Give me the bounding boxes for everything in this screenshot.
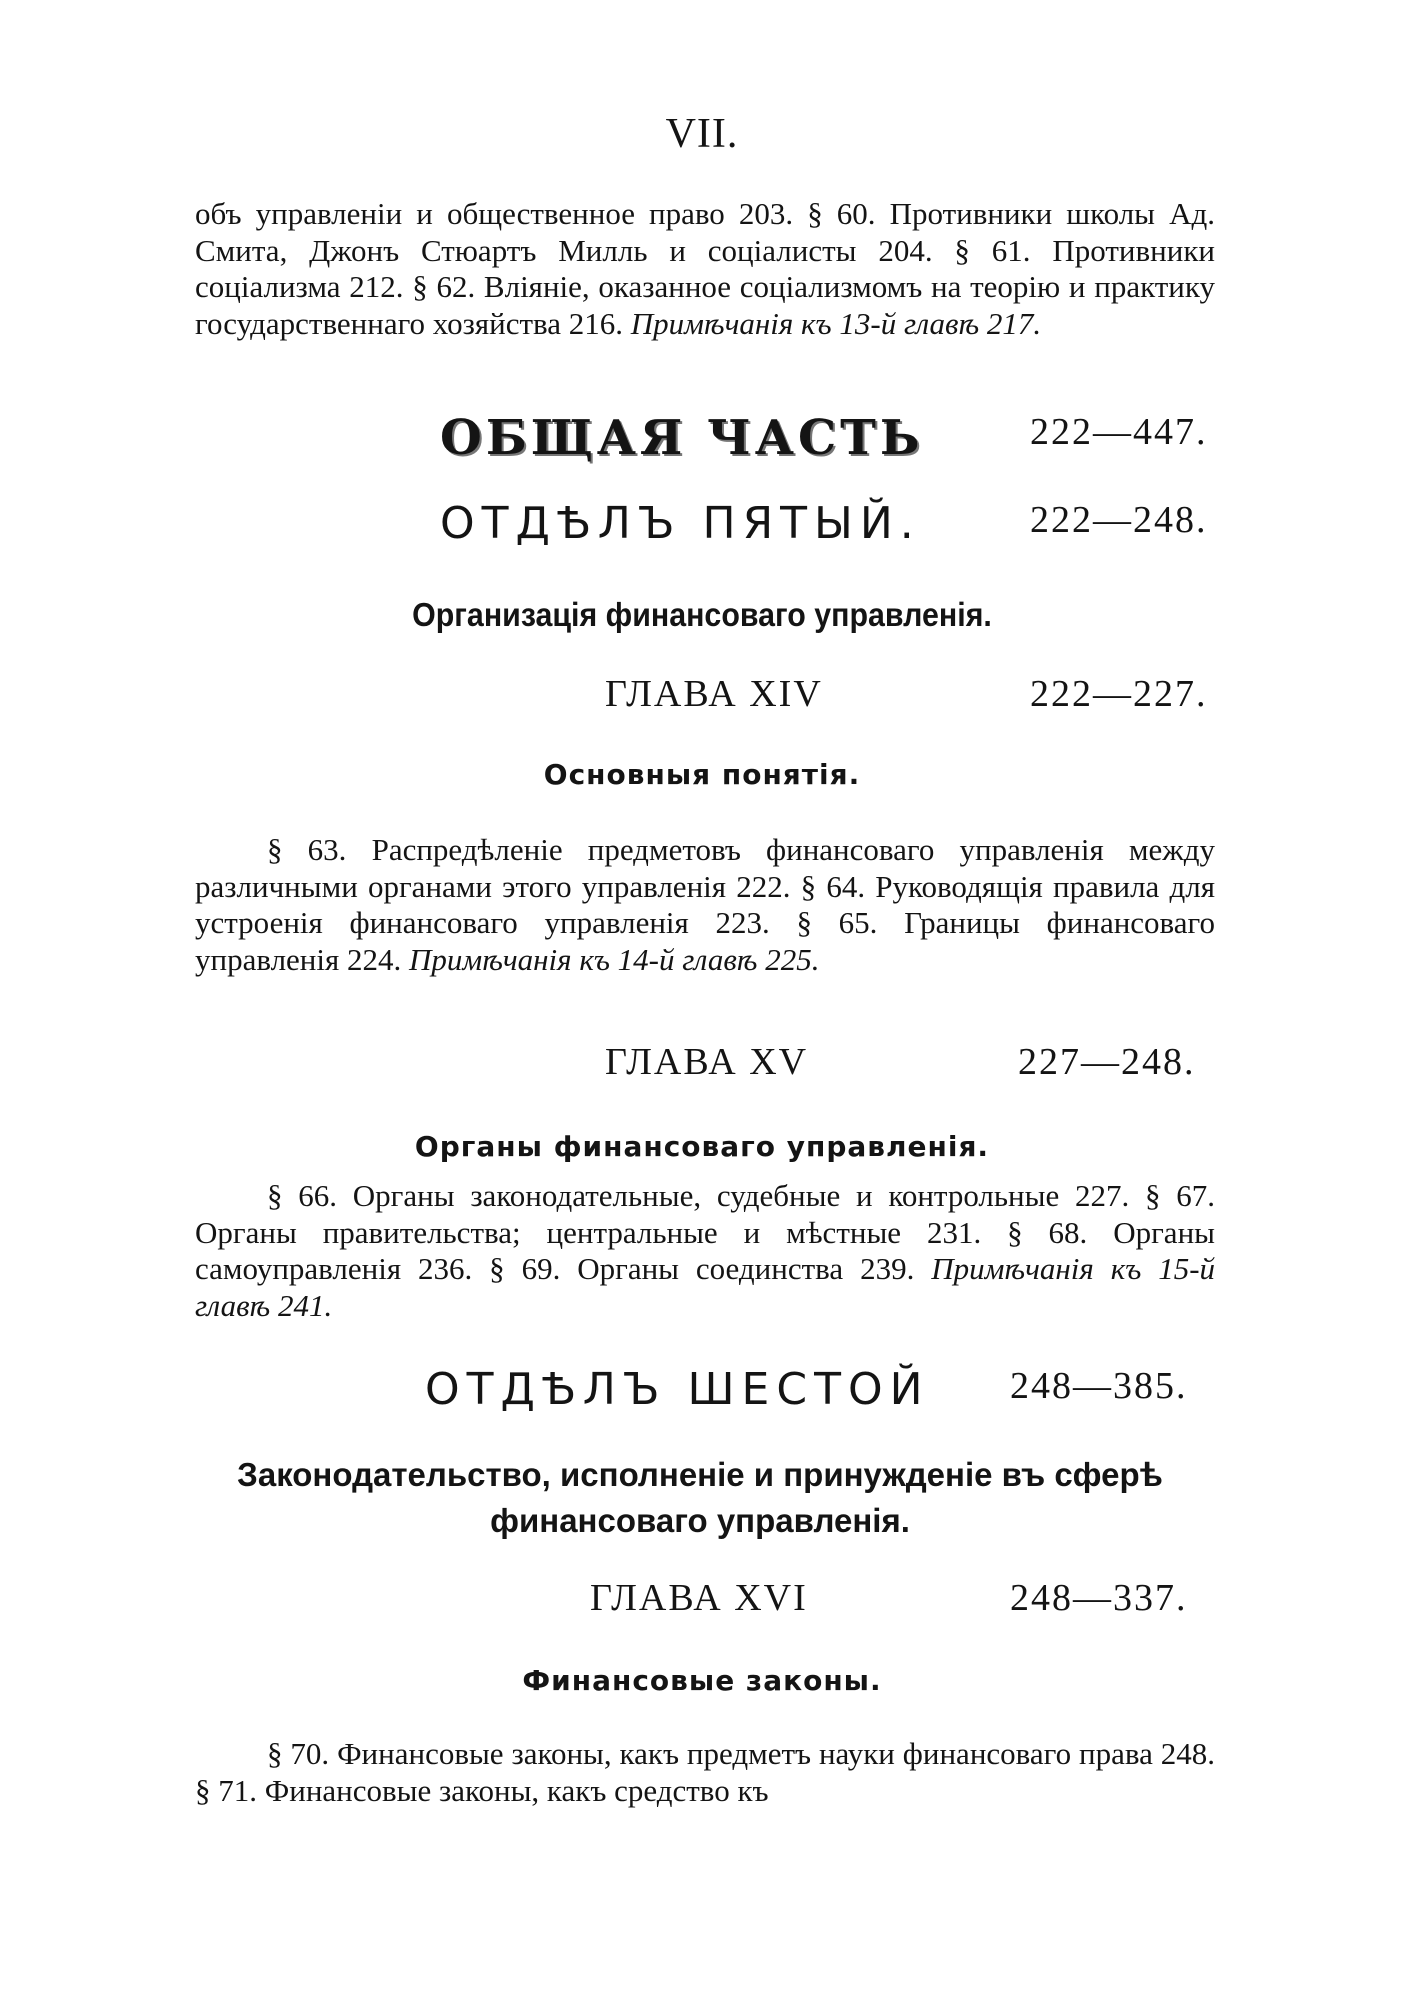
part-row bbox=[0, 410, 1404, 470]
chapter-fourteen-title: ГЛАВА XIV bbox=[605, 673, 823, 715]
chapter-fifteen-title: ГЛАВА XV bbox=[605, 1041, 809, 1083]
page-number: VII. bbox=[665, 111, 739, 157]
section-five-row bbox=[0, 498, 1404, 558]
chapter-sixteen-range: 248—337. bbox=[1010, 1577, 1188, 1619]
chapter-fifteen-note: Примѣчанія къ 15-й главѣ 241. bbox=[195, 1251, 1216, 1323]
part-range: 222—447. bbox=[1030, 411, 1208, 453]
chapter-fifteen-text: § 66. Органы законодательные, судебные и контрольные 227. § 67. Органы правительства; центральные и мѣстные 231. § 68. Органы самоуправленія 236. § 69. Органы соединства 239. bbox=[195, 1178, 1215, 1286]
chapter-fifteen-range: 227—248. bbox=[1018, 1041, 1196, 1083]
chapter-fifteen-subheading: Органы финансоваго управленія. bbox=[414, 1130, 990, 1163]
section-six-range: 248—385. bbox=[1010, 1365, 1188, 1407]
section-six-heading: Законодательство, исполненіе и принужденіе въ сферѣ финансоваго управленія. bbox=[237, 1456, 1163, 1539]
intro-paragraph bbox=[195, 196, 1215, 342]
chapter-fourteen-range: 222—227. bbox=[1030, 673, 1208, 715]
section-five-range: 222—248. bbox=[1030, 499, 1208, 541]
section-five-title: ОТДѢЛЪ ПЯТЫЙ. bbox=[440, 498, 921, 549]
chapter-fourteen-subheading: Основныя понятія. bbox=[543, 758, 861, 791]
chapter-fourteen-paragraph bbox=[195, 832, 1215, 978]
chapter-sixteen-subheading: Финансовые законы. bbox=[522, 1664, 882, 1697]
intro-note: Примѣчанія къ 13-й главѣ 217. bbox=[630, 305, 1042, 341]
chapter-fourteen-note: Примѣчанія къ 14-й главѣ 225. bbox=[409, 941, 820, 977]
intro-text: объ управленіи и общественное право 203. § 60. Противники школы Ад. Смита, Джонъ Стюартъ Милль и соціалисты 204. § 61. Противники соціализма 212. § 62. Вліяніе, оказанное соціализмомъ на теорію и практику государственнаго хозяйства 216. bbox=[195, 196, 1215, 341]
chapter-fourteen-text: § 63. Распредѣленіе предметовъ финансоваго управленія между различными органами этого управленія 222. § 64. Руководящія правила для устроенія финансоваго управленія 223. § 65. Границы финансоваго управленія 224. bbox=[195, 832, 1215, 977]
section-six-title: ОТДѢЛЪ ШЕСТОЙ bbox=[425, 1364, 930, 1415]
chapter-sixteen-row bbox=[0, 1576, 1404, 1636]
chapter-fifteen-paragraph bbox=[195, 1178, 1215, 1324]
chapter-fourteen-row bbox=[0, 672, 1404, 732]
chapter-sixteen-text: § 70. Финансовые законы, какъ предметъ науки финансоваго права 248. § 71. Финансовые законы, какъ средство къ bbox=[195, 1736, 1215, 1808]
chapter-sixteen-paragraph bbox=[195, 1736, 1215, 1809]
part-title: ОБЩАЯ ЧАСТЬ bbox=[440, 410, 924, 466]
section-five-heading: Организація финансоваго управленія. bbox=[412, 596, 992, 633]
section-six-row bbox=[0, 1364, 1404, 1424]
chapter-fifteen-row bbox=[0, 1040, 1404, 1100]
chapter-sixteen-title: ГЛАВА XVI bbox=[590, 1577, 808, 1619]
